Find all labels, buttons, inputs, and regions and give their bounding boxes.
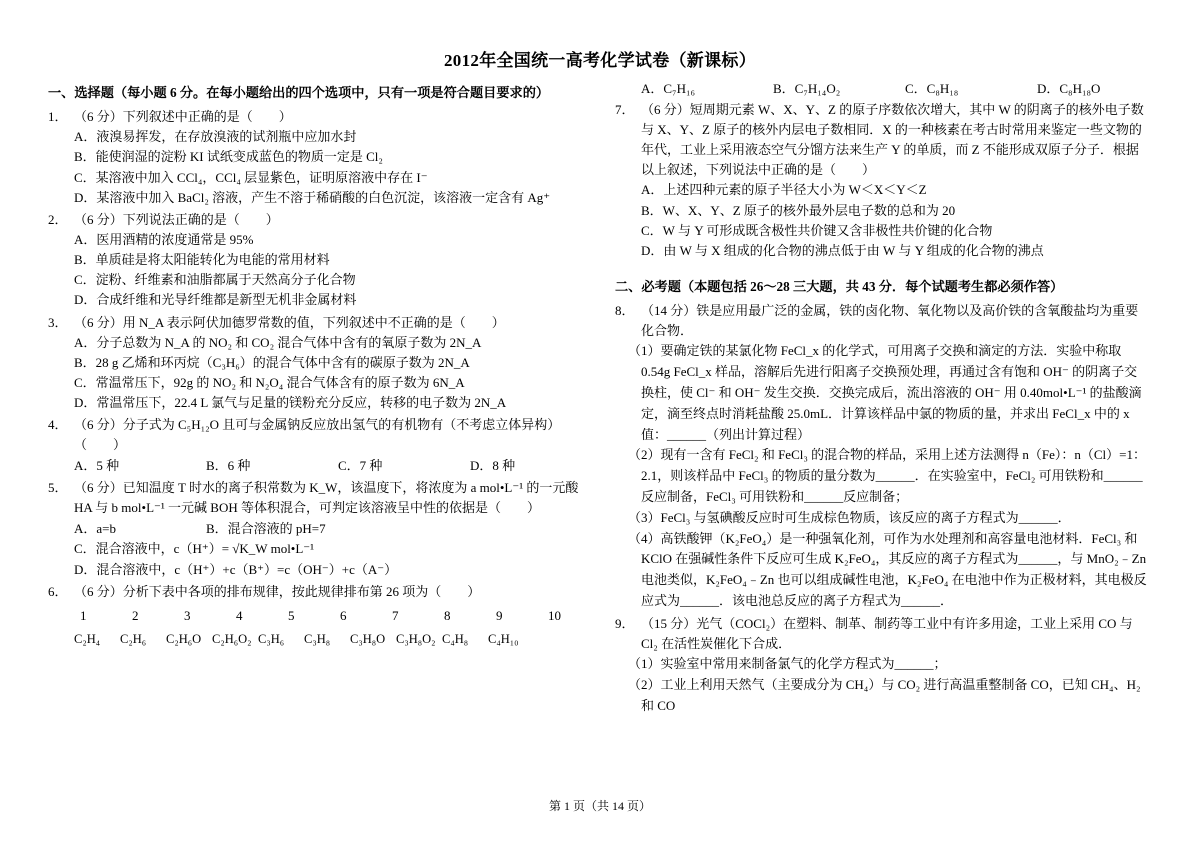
seq-num-9: 9 <box>496 607 503 623</box>
question-4 <box>48 415 581 476</box>
question-1-option-d: D．某溶液中加入 BaCl₂ 溶液，产生不溶于稀硝酸的白色沉淀，该溶液一定含有 Ag⁺ <box>74 189 551 205</box>
question-4-option-a: A．5 种 <box>74 457 120 473</box>
question-6-option-a: A．C₇H₁₆ <box>641 81 696 96</box>
question-2-stem: （6 分）下列说法正确的是（ ） <box>74 211 279 227</box>
question-4-option-b: B．6 种 <box>206 457 251 473</box>
question-3-stem: （6 分）用 N_A 表示阿伏加德罗常数的值，下列叙述中不正确的是（ ） <box>74 314 505 330</box>
seq-num-7: 7 <box>392 607 399 623</box>
question-2-option-c: C．淀粉、纤维素和油脂都属于天然高分子化合物 <box>74 272 356 288</box>
sequence-table-formula-row <box>74 632 581 647</box>
question-2-option-b: B．单质硅是将太阳能转化为电能的常用材料 <box>74 252 330 268</box>
seq-formula-10: C₄H₁₀ <box>488 631 519 646</box>
question-6 <box>48 582 581 602</box>
question-9-stem: （15 分）光气（COCl₂）在塑料、制革、制药等工业中有许多用途，工业上采用 CO 与 Cl₂ 在活性炭催化下合成． <box>641 615 1133 651</box>
question-5 <box>48 478 581 579</box>
question-6-options <box>615 79 1148 100</box>
question-6-option-b: B．C₇H₁₄O₂ <box>773 81 841 96</box>
left-column <box>48 79 581 647</box>
question-5-stem: （6 分）已知温度 T 时水的离子积常数为 K_W，该温度下，将浓度为 a mol•L⁻¹ 的一元酸 HA 与 b mol•L⁻¹ 一元碱 BOH 等体积混合，可判定该溶液呈中性的依据是（ ） <box>74 480 579 516</box>
question-1-option-b: B．能使润湿的淀粉 KI 试纸变成蓝色的物质一定是 Cl₂ <box>74 149 383 165</box>
question-8-part-2: （2）现有一含有 FeCl₂ 和 FeCl₃ 的混合物的样品，采用上述方法测得 n（Fe）：n（Cl）=1：2.1，则该样品中 FeCl₃ 的物质的量分数为______．在实验室中，FeCl₂ 可用铁粉和______反应制备，FeCl₃ 可用铁粉和______反应制备； <box>628 447 1146 504</box>
question-1-option-c: C．某溶液中加入 CCl₄，CCl₄ 层显紫色，证明原溶液中存在 I⁻ <box>74 169 428 185</box>
question-7-stem: （6 分）短周期元素 W、X、Y、Z 的原子序数依次增大，其中 W 的阴离子的核外电子数与 X、Y、Z 原子的核外内层电子数相同．X 的一种核素在考古时常用来鉴定一些文物的年代，工业上采用液态空气分馏方法来生产 Y 的单质，而 Z 不能形成双原子分子．根据以上叙述，下列说法中正确的是（ ） <box>641 101 1144 178</box>
question-8 <box>615 301 1148 612</box>
seq-formula-7: C₃H₈O <box>350 631 386 646</box>
sequence-table <box>48 608 581 647</box>
section-heading-required: 二、必考题（本题包括 26～28 三大题，共 43 分．每个试题考生都必须作答） <box>615 278 1064 294</box>
question-1-number: 1． <box>48 109 68 125</box>
question-7-option-c: C．W 与 Y 可形成既含极性共价键又含非极性共价键的化合物 <box>641 222 993 238</box>
question-4-stem: （6 分）分子式为 C₅H₁₂O 且可与金属钠反应放出氢气的有机物有（不考虑立体异构）（ ） <box>74 417 561 453</box>
question-3-number: 3． <box>48 314 68 330</box>
seq-formula-1: C₂H₄ <box>74 631 101 646</box>
question-4-options <box>48 456 581 477</box>
question-9-number: 9． <box>615 615 635 631</box>
question-8-part-4: （4）高铁酸钾（K₂FeO₄）是一种强氧化剂，可作为水处理剂和高容量电池材料．FeCl₃ 和 KClO 在强碱性条件下反应可生成 K₂FeO₄，其反应的离子方程式为______，与 MnO₂﹣Zn 电池类似，K₂FeO₄﹣Zn 也可以组成碱性电池，K₂FeO₄ 在电池中作为正极材料，其电极反应式为______．该电池总反应的离子方程式为______． <box>628 530 1147 608</box>
question-1-option-a: A．液溴易挥发，在存放溴液的试剂瓶中应加水封 <box>74 129 357 145</box>
page-footer: 第 1 页（共 14 页） <box>548 799 651 813</box>
question-1 <box>48 107 581 208</box>
seq-formula-5: C₃H₆ <box>258 631 285 646</box>
seq-formula-9: C₄H₈ <box>442 631 469 646</box>
seq-num-2: 2 <box>132 607 139 623</box>
question-2-number: 2． <box>48 211 68 227</box>
page-title: 2012年全国统一高考化学试卷（新课标） <box>444 51 756 70</box>
question-4-option-c: C．7 种 <box>338 457 383 473</box>
two-column-layout <box>48 79 1152 718</box>
question-5-option-d: D．混合溶液中，c（H⁺）+c（B⁺）=c（OH⁻）+c（A⁻） <box>74 561 398 577</box>
question-9 <box>615 614 1148 717</box>
question-5-number: 5． <box>48 480 68 496</box>
question-9-part-2: （2）工业上利用天然气（主要成分为 CH₄）与 CO₂ 进行高温重整制备 CO，已知 CH₄、H₂ 和 CO <box>628 676 1141 713</box>
question-3 <box>48 313 581 414</box>
seq-num-5: 5 <box>288 607 295 623</box>
question-7-number: 7． <box>615 101 635 117</box>
question-8-stem: （14 分）铁是应用最广泛的金属，铁的卤化物、氧化物以及高价铁的含氧酸盐均为重要化合物． <box>641 303 1139 339</box>
question-7-option-b: B．W、X、Y、Z 原子的核外最外层电子数的总和为 20 <box>641 202 956 218</box>
seq-formula-4: C₂H₆O₂ <box>212 631 252 646</box>
question-2-option-d: D．合成纤维和光导纤维都是新型无机非金属材料 <box>74 292 357 308</box>
right-column <box>615 79 1148 718</box>
question-7-option-a: A．上述四种元素的原子半径大小为 W＜X＜Y＜Z <box>641 182 927 198</box>
question-5-option-c: C．混合溶液中，c（H⁺）= √K_W mol•L⁻¹ <box>74 541 315 557</box>
question-7 <box>615 100 1148 261</box>
question-3-option-b: B．28 g 乙烯和环丙烷（C₃H₆）的混合气体中含有的碳原子数为 2N_A <box>74 354 470 370</box>
question-6-stem: （6 分）分析下表中各项的排布规律，按此规律排布第 26 项为（ ） <box>74 583 481 599</box>
question-8-number: 8． <box>615 303 635 319</box>
question-4-number: 4． <box>48 417 68 433</box>
question-1-stem: （6 分）下列叙述中正确的是（ ） <box>74 109 292 125</box>
question-5-options-ab <box>48 519 581 540</box>
seq-formula-8: C₃H₈O₂ <box>396 631 436 646</box>
question-3-option-c: C．常温常压下，92g 的 NO₂ 和 N₂O₄ 混合气体含有的原子数为 6N_A <box>74 374 465 390</box>
question-6-option-d: D．C₈H₁₈O <box>1037 81 1101 96</box>
seq-num-3: 3 <box>184 607 191 623</box>
question-4-option-d: D．8 种 <box>470 457 516 473</box>
question-5-option-b: B．混合溶液的 pH=7 <box>206 520 326 536</box>
question-3-option-a: A．分子总数为 N_A 的 NO₂ 和 CO₂ 混合气体中含有的氧原子数为 2N_A <box>74 334 482 350</box>
seq-num-10: 10 <box>548 607 561 623</box>
question-8-part-1: （1）要确定铁的某氯化物 FeCl_x 的化学式，可用离子交换和滴定的方法．实验中称取 0.54g FeCl_x 样品，溶解后先进行阳离子交换预处理，再通过含有饱和 OH⁻ 的阴离子交换柱，使 Cl⁻ 和 OH⁻ 发生交换．交换完成后，流出溶液的 OH⁻ 用 0.40mol•L⁻¹ 的盐酸滴定，滴至终点时消耗盐酸 25.0mL．计算该样品中氯的物质的量，并求出 FeCl_x 中的 x 值：______（列出计算过程） <box>628 343 1142 442</box>
seq-formula-3: C₂H₆O <box>166 631 202 646</box>
seq-formula-2: C₂H₆ <box>120 631 147 646</box>
question-2-option-a: A．医用酒精的浓度通常是 95% <box>74 231 254 247</box>
question-3-option-d: D．常温常压下，22.4 L 氯气与足量的镁粉充分反应，转移的电子数为 2N_A <box>74 395 507 411</box>
section-heading-choice: 一、选择题（每小题 6 分。在每小题给出的四个选项中，只有一项是符合题目要求的） <box>48 85 550 100</box>
seq-num-6: 6 <box>340 607 347 623</box>
sequence-table-numbers-row <box>74 608 581 624</box>
question-6-option-c: C．C₈H₁₈ <box>905 81 959 96</box>
seq-num-8: 8 <box>444 607 451 623</box>
seq-num-1: 1 <box>80 607 87 623</box>
question-7-option-d: D．由 W 与 X 组成的化合物的沸点低于由 W 与 Y 组成的化合物的沸点 <box>641 242 1044 258</box>
question-2 <box>48 210 581 311</box>
question-5-option-a: A．a=b <box>74 520 116 536</box>
question-6-number: 6． <box>48 583 68 599</box>
seq-num-4: 4 <box>236 607 243 623</box>
question-8-part-3: （3）FeCl₃ 与氢碘酸反应时可生成棕色物质，该反应的离子方程式为______． <box>628 509 1071 525</box>
seq-formula-6: C₃H₈ <box>304 631 331 646</box>
question-9-part-1: （1）实验室中常用来制备氯气的化学方程式为______； <box>628 655 947 671</box>
